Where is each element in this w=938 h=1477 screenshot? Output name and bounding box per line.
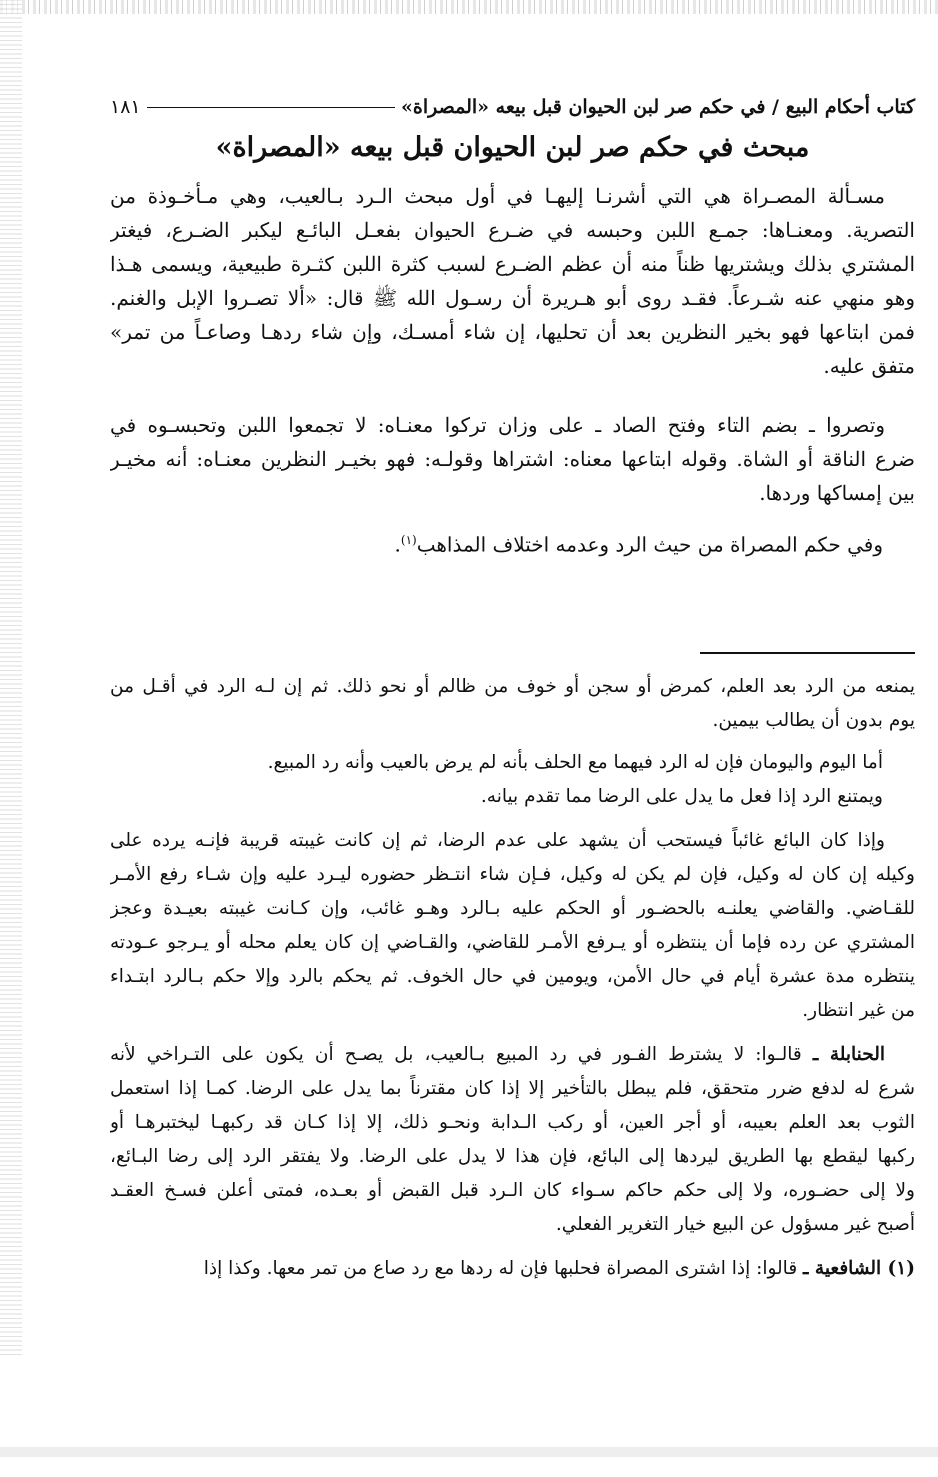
- running-title: كتاب أحكام البيع / في حكم صر لبن الحيوان قبل بيعه «المصراة»: [401, 96, 915, 118]
- text-line: وتصروا ـ بضم التاء وفتح الصاد ـ على وزان تركوا معنـاه: لا تجمعوا اللبن وتحبسـوه في: [110, 413, 885, 437]
- text-line: وهو منهي عنه شـرعاً. فقـد روى أبو هـريرة أن رسـول الله ﷺ قال: «ألا تصـروا الإبل والغنم.: [110, 286, 915, 310]
- footnote-text: قالـوا: لا يشترط الفـور في رد المبيع بـالعيب، بل يصـح أن يكون على التـراخي لأنه: [110, 1044, 813, 1065]
- text-line: التصرية. ومعنـاها: جمـع اللبن وحبسه في ضـرع الحيوان بفعـل البائـع ليكبر الضـرع، فيغتر: [110, 218, 915, 242]
- paragraph-3: [110, 523, 915, 557]
- footnote-text: قالوا: إذا اشترى المصراة فحلبها فإن له ردها مع رد صاع من تمر معها. وكذا إذا: [203, 1258, 804, 1279]
- text-line: مسـألة المصـراة هي التي أشرنـا إليهـا في أول مبحث الـرد بـالعيب، وهي مـأخـوذة من: [110, 184, 885, 208]
- footnote-line: وإذا كان البائع غائباً فيستحب أن يشهد على عدم الرضا، ثم إن كانت غيبته قريبة فإنـه يرده على: [110, 830, 885, 851]
- footnote-line: أما اليوم واليومان فإن له الرد فيهما مع الحلف بأنه لم يرض بالعيب وأنه رد المبيع.: [267, 752, 883, 773]
- footnote-line: أصبح غير مسؤول عن البيع خيار التغرير الفعلي.: [555, 1214, 915, 1235]
- footnote-line: يوم بدون أن يطالب بيمين.: [712, 710, 915, 731]
- footnote-line: ركبها ليقطع بها الطريق ليردها إلى البائع، فإن هذا لا يدل على الرضا. ولا يفتقر الرد إلى رضا البـائع،: [110, 1146, 915, 1167]
- scan-edge-left: [0, 0, 22, 1477]
- footnote-line: للقـاضي. والقاضي يعلنـه بالحضـور أو الحكم عليه بـالرد وهـو غائب، وإن كـانت غيبته بعيـدة وعجز: [110, 898, 915, 919]
- footnote-line: يمنعه من الرد بعد العلم، كمرض أو سجن أو خوف من ظالم أو نحو ذلك. ثم إن لـه الرد في أقـل من: [110, 676, 915, 697]
- footnote-line: ويمتنع الرد إذا فعل ما يدل على الرضا مما تقدم بيانه.: [480, 786, 883, 807]
- scan-edge-bottom: [0, 1357, 938, 1477]
- text-line: ضرع الناقة أو الشاة. وقوله ابتاعها معناه: اشتراها وقولـه: فهو بخيـر النظرين معنـاه: أنه مخيـر: [110, 447, 915, 471]
- text-line: [110, 523, 915, 557]
- footnote-line: ولا إلى حضـوره، ولا إلى حكم حاكم سـواء كان الـرد قبل القبض أو بعـده، فمتى أعلن فسـخ العقـد: [110, 1180, 915, 1201]
- footnote-line: وكيله إن كان له وكيل، فإن لم يكن له وكيل، فـإن شاء انتـظر حضوره ليـرد عليه وإن شـاء رفع الأمـر: [110, 864, 915, 885]
- footnote-line: المشتري عن رده فإما أن ينتظره أو يـرفع الأمـر للقاضي، والقـاضي إن كان يعلم محله أو يـرجو عـودته: [110, 932, 915, 953]
- section-title: مبحث في حكم صر لبن الحيوان قبل بيعه «المصراة»: [215, 132, 810, 163]
- period: .: [394, 532, 401, 557]
- paragraph-2: [110, 408, 915, 510]
- footnote-line: الثوب بعد العلم بعيبه، أو أجر العين، أو ركب الـدابة ونحـو ذلك، إلا إذا كـان قد ركبهـا ليختبرهـا أو: [110, 1112, 915, 1133]
- footnote-line: [110, 1038, 915, 1072]
- text-line: فمن ابتاعها فهو بخير النظرين بعد أن تحليها، إن شاء أمسـك، وإن شاء ردهـا وصاعـاً من تمر»: [110, 320, 915, 344]
- text-line: المشتري بذلك ويشتريها ظناً منه أن عظم الضـرع لسبب كثرة اللبن كثـرة طبيعية، ويسمى هـذا: [110, 252, 915, 276]
- text-line: متفق عليه.: [823, 354, 915, 378]
- paragraph-1: [110, 179, 915, 383]
- footnote-line: ينتظره مدة عشرة أيام في حال الأمن، ويومين في حال الخوف. ثم يحكم بالرد وإلا حكم بـالرد ابتـداء: [110, 966, 915, 987]
- footnote-line: شرع له لدفع ضرر متحقق، فلم يبطل بالتأخير إلا إذا كان مقترناً بما يدل على الرضا. كمـا إذا استعمل: [110, 1078, 915, 1099]
- madhhab-label: (١) الشافعية ـ: [803, 1258, 915, 1279]
- footnote-line: [110, 1252, 915, 1286]
- scan-edge-top: [0, 0, 938, 14]
- footnote-ref[interactable]: (١): [400, 533, 417, 547]
- footnotes: [110, 670, 915, 1286]
- footnote-line: من غير انتظار.: [802, 1000, 915, 1021]
- madhhab-label: الحنابلة ـ: [812, 1044, 885, 1065]
- running-header: [110, 92, 915, 122]
- header-rule: [147, 107, 395, 108]
- page-number: ١٨١: [110, 96, 141, 118]
- text-line: بين إمساكها وردها.: [759, 481, 915, 505]
- footnote-separator: [700, 652, 915, 654]
- paragraph-3-text: وفي حكم المصراة من حيث الرد وعدمه اختلاف المذاهب: [416, 532, 883, 557]
